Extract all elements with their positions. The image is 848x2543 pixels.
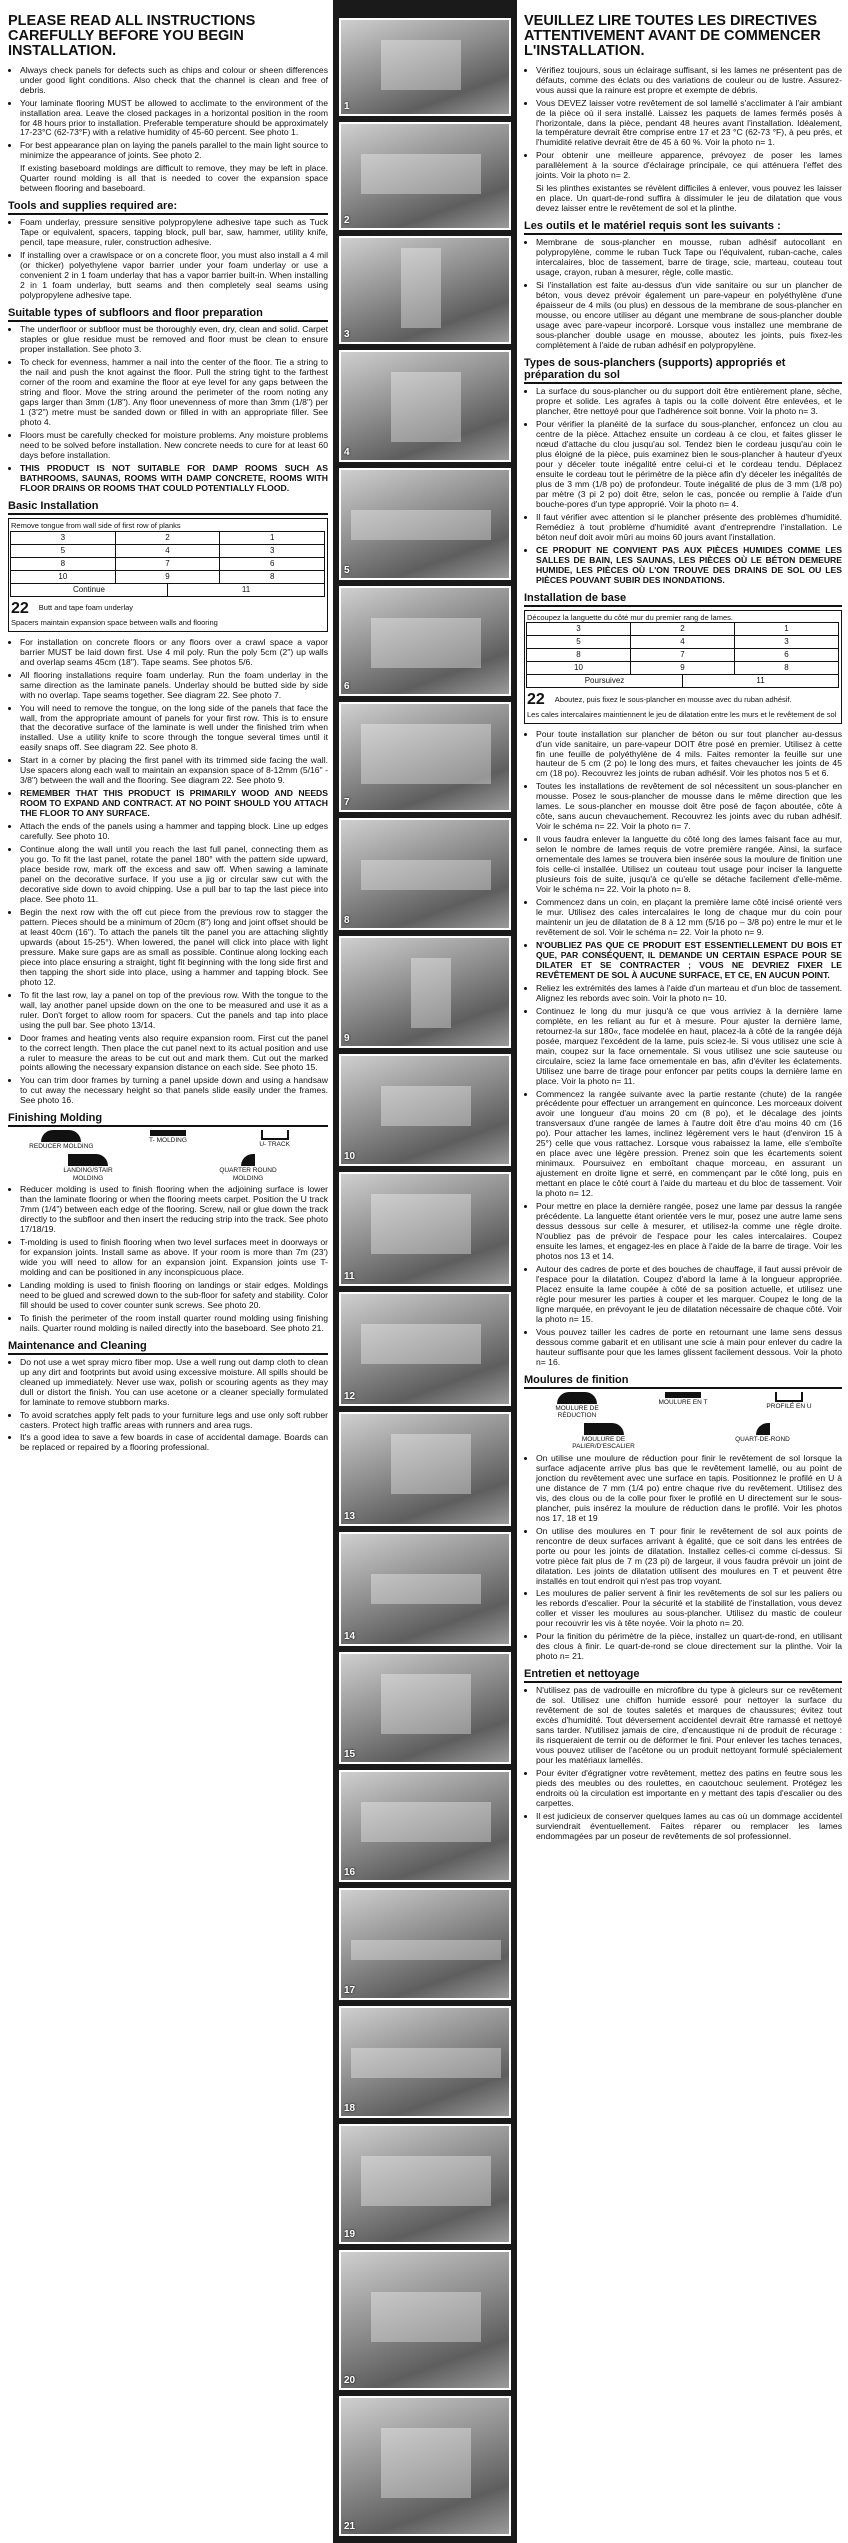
list-item: • The underfloor or subfloor must be thoroughly even, dry, clean and solid. Carpet staples or glue residue must be removed and floor must be clean to ensure proper installation. See photo 3. [20,325,328,355]
english-column [8,14,328,1456]
reducer-molding-icon [41,1130,81,1142]
list-item: • N'utilisez pas de vadrouille en microfibre du type à gicleurs sur ce revêtement de sol. Utilisez une chiffon humide essoré pour nettoyer la surface du revêtement de sol de toutes saletés et marques de chaussures; évitez tout excès d'humidité. Tout déversement accidentel devrait être ramassé et nettoyé sans tarder. N'utilisez jamais de cire, d'encaustique ni de produit de récurage : ils risqueraient de ternir ou de déformer le fini. Pour enlever les taches tenaces, vous pouvez utiliser de l'acétone ou un produit nettoyant formulé spécialement pour les matériaux lamellés. [536,1686,842,1766]
list-item: • To avoid scratches apply felt pads to your furniture legs and use only soft rubber casters. Protect high traffic areas with runners and area rugs. [20,1411,328,1431]
list-item: • Reducer molding is used to finish flooring when the adjoining surface is lower than the laminate flooring or when the flooring meets carpet. Position the U track 7mm (1/4") between each edge of the flooring. Screw, nail or glue down the track directly to the subfloor and then insert the reducing strip into the track. See photo 17/18/19. [20,1185,328,1235]
molding-icons [8,1130,328,1151]
list-item: • Pour toute installation sur plancher de béton ou sur tout plancher au-dessus d'un vide sanitaire, un pare-vapeur DOIT être posé en premier. Utilisez à cette fin une feuille de polyéthylène de 4 mils. Faites remonter la feuille sur une hauteur de 5 cm (2 po) le long des murs, et faites chevaucher les joints de 45 cm (18 po). Recouvrez les joints de ruban adhésif. Voir les photos nos 5 et 6. [536,730,842,780]
section-heading: Les outils et le matériel requis sont les suivants : [524,220,842,235]
diagram-label: Continue [10,583,168,597]
photo: 16 [339,1770,511,1882]
list-item: • Pour vérifier la planéité de la surface du sous-plancher, enfoncez un clou au centre de la pièce. Attachez ensuite un cordeau à ce clou, et faites glisser le nœud d'attache du clou jusqu'au sol. Tendez bien le cordeau jusqu'au coin le plus éloigné de la pièce, puis examinez bien le sous-plancher à hauteur d'yeux pour y déceler toute inégalité entre celui-ci et le cordeau tendu. Déplacez ensuite le cordeau tout le périmètre de la pièce afin d'y déceler les inégalités de plus de 3 mm (1/8 po) de profondeur. Toute inégalité de plus de 3 mm (1/8 po) par mètre (3 pi 2 po) doit être, selon le cas, poncée ou remplie à l'aide d'un bouche-pores d'un type approprié. Voir la photo n= 4. [536,420,842,510]
photo: 14 [339,1532,511,1646]
list-item: • For best appearance plan on laying the panels parallel to the main light source to minimize the appearance of joints. See photo 2. [20,141,328,161]
photo: 21 [339,2396,511,2536]
molding-label: PROFILÉ EN U [766,1402,812,1410]
section-heading: Tools and supplies required are: [8,200,328,215]
photo: 6 [339,586,511,696]
list-item: • CE PRODUIT NE CONVIENT PAS AUX PIÈCES HUMIDES COMME LES SALLES DE BAIN, LES SAUNAS, LES PIÈCES OÙ LE BÉTON DEMEURE HUMIDE, LES PIÈCES OÙ L'ON TROUVE DES DRAINS DE SOL OU LES PIÈCES POUVANT SUBIR DES INONDATIONS. [536,546,842,586]
quarter-round-icon [756,1423,770,1435]
diagram-label: Les cales intercalaires maintiennent le jeu de dilatation entre les murs et le revêtement de sol [527,709,837,719]
diagram-label: Découpez la languette du côté mur du premier rang de lames. [527,612,733,622]
list-item: • Always check panels for defects such as chips and colour or sheen differences under good light conditions. Also check that the channel is clean and free of debris. [20,66,328,96]
diagram-label: Spacers maintain expansion space between walls and flooring [11,618,218,628]
photo: 19 [339,2124,511,2244]
layout-diagram: Remove tongue from wall side of first row of planks 3 2 1 5 4 3 8 7 6 10 9 8 Continue 11 22 Butt and tape foam underlay Spacers maintain expansion space between walls and flooring [8,518,328,632]
list-item: • To check for evenness, hammer a nail into the center of the floor. Tie a string to the nail and push the knot against the floor. Pull the string tight to the farthest corner of the room and examine the floor at eye level for any gaps between the string and floor. Move the string around the perimeter of the room noting any gaps larger than 3mm (1/8"). Any floor unevenness of more than 3mm (1/8") per 1 (3'2") metre must be sanded down or filled in with an appropriate filler. See photo 4. [20,358,328,428]
photo: 3 [339,236,511,344]
list-item: • Les moulures de palier servent à finir les revêtements de sol sur les paliers ou les rebords d'escalier. Pour la sécurité et la stabilité de l'installation, vous devez coller et visser les moulures au sous-plancher. Utilisez du mastic de couleur pour recouvrir les vis à tête noyée. Voir la photo n= 20. [536,1589,842,1629]
list-item: • Landing molding is used to finish flooring on landings or stair edges. Moldings need to be glued and screwed down to the sub-floor for safety and stability. Color fill should be used to cover counter sunk screws. See photo 20. [20,1281,328,1311]
t-molding-icon [150,1130,186,1136]
list-item: • Door frames and heating vents also require expansion room. First cut the panel to the correct length. Then place the cut panel next to its actual position and use a ruler to measure the areas to be cut out and mark them. Cut out the marked points allowing the necessary expansion distance on each side. See photo 15. [20,1034,328,1074]
list-item: • You will need to remove the tongue, on the long side of the panels that face the wall, from the appropriate amount of panels for your first row. This is to ensure that the decorative surface of the laminate is well under the finished trim when installed. Use a utility knife to score through the tongue several times until it easily snaps off. See diagram 22. See photo 8. [20,704,328,754]
list-item: • You can trim door frames by turning a panel upside down and using a handsaw to cut away the necessary height so that panels slide easily under the frames. See photo 16. [20,1076,328,1106]
section-heading: Types de sous-planchers (supports) appropriés et préparation du sol [524,357,842,384]
u-track-icon [261,1130,289,1140]
list-item: • Continue along the wall until you reach the last full panel, connecting them as you go. To fit the last panel, rotate the panel 180° with the pattern side upward, place beside row, mark off the excess and saw off. When sawing a laminate panel on the decorative surface. If you use a jig or circular saw cut with the decorative side down to avoid chipping. Use a pull bar to tap the last piece into place. See photo 11. [20,845,328,905]
landing-molding-icon [584,1423,624,1435]
section-heading: Installation de base [524,592,842,607]
photo: 9 [339,936,511,1048]
list-item: • Vérifiez toujours, sous un éclairage suffisant, si les lames ne présentent pas de défauts, comme des éclats ou des variations de couleur ou de lustre. Assurez-vous aussi que la rainure est propre et exempte de débris. [536,66,842,96]
molding-icons [524,1423,842,1451]
photo: 5 [339,468,511,580]
photo: 4 [339,350,511,462]
photo: 12 [339,1292,511,1406]
list-item: • Continuez le long du mur jusqu'à ce que vous arriviez à la dernière lame complète, en les reliant au fur et à mesure. Pour ajuster la dernière lame, retournez-la sur 180«, face modelée en haut, placez-la à côté de la rangée déjà posée, marquez l'excédent de la lame, puis sciez-le. Si vous utilisez une scie à main, coupez sur la face ornementale. Si vous utilisez une scie sauteuse ou circulaire, sciez la lame face ornementale en bas, afin d'éviter les éclatements. Utilisez une barre de tirage pour enfoncer par petits coups la dernière lame en place. Voir la photo n= 11. [536,1007,842,1087]
molding-label: QUART-DE-ROND [735,1435,790,1443]
page-title: PLEASE READ ALL INSTRUCTIONS CAREFULLY BEFORE YOU BEGIN INSTALLATION. [8,13,256,60]
molding-label: MOULURE EN T [658,1398,708,1406]
section-heading: Finishing Molding [8,1112,328,1127]
molding-icons [8,1154,328,1182]
molding-label: QUARTER ROUND MOLDING [219,1166,277,1182]
subfloor-list [8,325,328,494]
molding-label: T- MOLDING [149,1137,187,1145]
list-item: • Foam underlay, pressure sensitive polypropylene adhesive tape such as Tuck Tape or equivalent, spacers, tapping block, pull bar, saw, hammer, utility knife, pencil, tape measure, ruler, construction adhesive. [20,218,328,248]
diagram-label: Poursuivez [526,674,683,688]
list-item: • All flooring installations require foam underlay. Run the foam underlay in the same direction as the laminate panels. Underlay should be butted side by side with no overlap. Tape seams together. See diagram 22. See photo 7. [20,671,328,701]
page-title: VEUILLEZ LIRE TOUTES LES DIRECTIVES ATTENTIVEMENT AVANT DE COMMENCER L'INSTALLATION. [524,13,821,60]
maintenance-list [524,1686,842,1842]
photo: 11 [339,1172,511,1286]
list-item: • Pour mettre en place la dernière rangée, posez une lame par dessus la rangée précédente. La languette étant orientée vers le mur, posez une autre lame sens dessus dessous sur celle à mesurer, et utilisez-la comme une règle droite. N'oubliez pas de prévoir de l'espace pour les cales intercalaires. Coupez ensuite les lames, et engagez-les en place à l'aide de la barre de tirage. Voir les photos nos 13 et 14. [536,1202,842,1262]
list-item: • Il faut vérifier avec attention si le plancher présente des problèmes d'humidité. Remédiez à tout problème d'humidité avant d'entreprendre l'installation. Le béton neuf doit avoir mûri au moins 60 jours avant l'installation. [536,513,842,543]
intro-list [524,66,842,182]
maintenance-list [8,1358,328,1454]
list-item: • To finish the perimeter of the room install quarter round molding using finishing nails. Quarter round molding is nailed directly into the baseboard. See photo 21. [20,1314,328,1334]
diagram-label: Aboutez, puis fixez le sous-plancher en mousse avec du ruban adhésif. [554,695,792,705]
intro-list [8,66,328,162]
list-item: • To fit the last row, lay a panel on top of the previous row. With the tongue to the wall, lay another panel upside down on the one to be measured and use it as a ruler. Don't forget to allow room for spacers. Cut the panels and tap into place using the pull bar. See photo 13/14. [20,991,328,1031]
list-item: • Reliez les extrémités des lames à l'aide d'un marteau et d'un bloc de tassement. Alignez les rebords avec soin. Voir la photo n= 10. [536,984,842,1004]
list-item: • T-molding is used to finish flooring when two level surfaces meet in doorways or for expansion joints. Install same as above. If your room is more than 7m (23') wide you will need to allow for an expansion joint. Expansion joints use T-molding and can be positioned in any inconspicuous place. [20,1238,328,1278]
list-item: • Vous DEVEZ laisser votre revêtement de sol lamellé s'acclimater à l'air ambiant de la pièce où il sera installé. Laissez les paquets de lames fermés posés à l'horizontale, dans la pièce, pendant 48 heures avant l'installation. Idéalement, la température devrait être comprise entre 17 et 23 °C (62-73 °F), à peu près, et l'humidité relative devrait être de 45 à 60 %. Voir la photo n= 1. [536,99,842,149]
photo: 15 [339,1652,511,1764]
photo-column [333,0,517,2543]
french-column [524,14,842,1845]
list-item: • La surface du sous-plancher ou du support doit être entièrement plane, sèche, propre et solide. Les agrafes à tapis ou la colle doivent être enlevées, et le plancher, être nettoyé pour que l'adhérence soit bonne. Voir la photo n= 3. [536,387,842,417]
list-item: • Vous pouvez tailler les cadres de porte en retournant une lame sens dessus dessous comme gabarit et en utilisant une scie à main pour enlever du cadre la hauteur suffisante pour que les lames glissent facilement dessous. Voir la photo n= 16. [536,1328,842,1368]
photo: 2 [339,122,511,230]
photo: 7 [339,702,511,812]
molding-label: LANDING/STAIR MOLDING [63,1166,113,1182]
list-item: • Membrane de sous-plancher en mousse, ruban adhésif autocollant en polypropylène, comme le ruban Tuck Tape ou l'équivalent, ruban-cache, cales intercalaires, bloc de tassement, barre de tirage, scie, marteau, couteau tout usage, crayon, ruban à mesurer, règle, colle mastic. [536,238,842,278]
list-item: • Start in a corner by placing the first panel with its trimmed side facing the wall. Use spacers along each wall to maintain an expansion space of 8-12mm (5/16" - 3/8") between the wall and the flooring. See diagram 22. See photo 9. [20,756,328,786]
photo: 13 [339,1412,511,1526]
list-item: • Begin the next row with the off cut piece from the previous row to stagger the pattern. Pieces should be a minimum of 20cm (8") long and joint offset should be at least 40cm (16"). To attach the panels tilt the panel you are attaching slightly upwards (about 15-25°). When lowered, the panel will click into place with light pressure. Make sure gaps are as small as possible. Continue along locking each piece into place ensuring a straight, tight fit beginning with the long side first and then tapping the short side into place, using a hammer and tapping block. See photo 12. [20,908,328,988]
list-item: • REMEMBER THAT THIS PRODUCT IS PRIMARILY WOOD AND NEEDS ROOM TO EXPAND AND CONTRACT. AT NO POINT SHOULD YOU ATTACH THE FLOOR TO ANY SURFACE. [20,789,328,819]
list-item: • Autour des cadres de porte et des bouches de chauffage, il faut aussi prévoir de l'espace pour la dilatation. Coupez d'abord la lame à la longueur appropriée. Placez ensuite la lame coupée à côté de sa position actuelle, et utilisez une règle pour mesurer les parties à couper et les marquer. Coupez le long de la ligne marquée, en prévoyant le jeu de dilatation nécessaire de chaque côté. Voir la photo n= 15. [536,1265,842,1325]
molding-list [8,1185,328,1334]
photo: 20 [339,2250,511,2390]
list-item: • Pour obtenir une meilleure apparence, prévoyez de poser les lames parallèlement à la source d'éclairage principale, ce qui atténuera l'effet des joints. Voir la photo n= 2. [536,151,842,181]
list-item: • Pour éviter d'égratigner votre revêtement, mettez des patins en feutre sous les pieds des meubles ou des roulettes, en caoutchouc seulement. Protégez les endroits où la circulation est importante en y mettant des tapis d'escalier ou des carpettes. [536,1769,842,1809]
list-item: • It's a good idea to save a few boards in case of accidental damage. Boards can be replaced or repaired by a flooring professional. [20,1433,328,1453]
intro-note: Si les plinthes existantes se révèlent difficiles à enlever, vous pouvez les laisser en place. Un quart-de-rond suffira à dissimuler le jeu de dilatation que vous devez laisser entre le revêtement de sol et la plinthe. [536,183,842,214]
intro-note: If existing baseboard moldings are difficult to remove, they may be left in place. Quarter round molding is all that is needed to cover the expansion space between flooring and baseboard. [20,163,328,194]
diagram-number: 22 [527,691,545,709]
quarter-round-icon [241,1154,255,1166]
molding-label: REDUCER MOLDING [29,1143,94,1151]
u-track-icon [775,1392,803,1402]
basic-list [524,730,842,1368]
list-item: • On utilise une moulure de réduction pour finir le revêtement de sol lorsque la surface adjacente arrive plus bas que le revêtement lamellé, ou au point de jonction du revêtement avec une surface en tapis. Positionnez le profilé en U à une distance de 7 mm (1/4 po) entre chaque rive du revêtement. Utilisez des vis, des clous ou de la colle pour fixer le profilé en U directement sur le sous-plancher, puis insérez la moulure de réduction dans le profilé. Voir les photos nos 17, 18 et 19 [536,1454,842,1524]
diagram-number: 22 [11,599,29,617]
section-heading: Suitable types of subfloors and floor preparation [8,307,328,322]
tools-list [8,218,328,301]
reducer-molding-icon [557,1392,597,1404]
list-item: • On utilise des moulures en T pour finir le revêtement de sol aux points de rencontre de deux surfaces arrivant à égalité, que ce soit dans les entrées de porte ou pour les joints de dilatation. Installez celles-ci comme ci-dessus. Si votre pièce fait plus de 7 m (23 pi) de largeur, il vous faudra prévoir un joint de dilatation. Les joints de dilatation utilisent des moulures en T et peuvent être installés en tout endroit qui n'est pas trop voyant. [536,1527,842,1587]
photo: 1 [339,18,511,116]
photo: 8 [339,818,511,930]
list-item: • Commencez la rangée suivante avec la partie restante (chute) de la rangée précédente pour effectuer un arrangement en quinconce. Les morceaux doivent avoir une longueur d'au moins 20 cm (8 po), et le décalage des joints transversaux d'une rangée de lames à l'autre doit être d'au moins 40 cm (16 po). Pour attacher les lames, inclinez légèrement vers le haut (d'environ 15 à 25°) celle que vous rattachez. Lorsque vous rabaissez la lame, elle s'emboîte en place avec une légère pression. Prenez soin que les écartements soient minimaux. Poursuivez en emboîtant chaque morceau, en assurant un ajustement en droite ligne et serré, en commençant par le côté long, puis en mettant en place le côté court à l'aide du marteau et du bloc de tassement. Voir la photo n= 12. [536,1090,842,1200]
basic-list [8,638,328,1107]
list-item: • Si l'installation est faite au-dessus d'un vide sanitaire ou sur un plancher de béton, vous devez prévoir également un pare-vapeur en polyéthylène d'une épaisseur de 4 mils (ou plus) en dessous de la membrane de sous-plancher en mousse, ou encore utiliser au dégant une membrane de sous-plancher double usage avec pare-vapeur incorporé. Lorsque vous installez une membrane de sous-plancher double usage en mousse, aboutez les joints, puis fixez-les complètement à l'aide de ruban adhésif en polypropylène. [536,281,842,351]
list-item: • If installing over a crawlspace or on a concrete floor, you must also install a 4 mil (or thicker) polyethylene vapor barrier under your foam underlay or use a convenient 2 in 1 foam underlay that has a vapor barrier built-in. When installing 2 in 1 foam underlay, butt seams and then completely seal seams using polypropylene adhesive tape. [20,251,328,301]
subfloor-list [524,387,842,585]
list-item: • Floors must be carefully checked for moisture problems. Any moisture problems need to be solved before installation. New concrete needs to cure for at least 60 days before installation. [20,431,328,461]
list-item: • Commencez dans un coin, en plaçant la première lame côté incisé orienté vers le mur. Utilisez des cales intercalaires le long de chaque mur du coin pour maintenir un jeu de dilatation de 8 à 12 mm (5/16 po – 3/8 po) entre le mur et le revêtement de sol. Voir le schéma n= 22. Voir la photo n= 9. [536,898,842,938]
section-heading: Entretien et nettoyage [524,1668,842,1683]
photo: 18 [339,2006,511,2118]
diagram-label: Remove tongue from wall side of first row of planks [11,520,181,530]
molding-list [524,1454,842,1662]
list-item: • Do not use a wet spray micro fiber mop. Use a well rung out damp cloth to clean up any dirt and footprints but avoid using excessive moisture. All spills should be cleaned up immediately. Never use wax, polish or scouring agents as they may dull or distort the finish. You can use acetone or a cleaner specially formulated for laminate to remove stubborn marks. [20,1358,328,1408]
section-heading: Moulures de finition [524,1374,842,1389]
photo: 17 [339,1888,511,2000]
list-item: • Il est judicieux de conserver quelques lames au cas où un dommage accidentel surviendrait éventuellement. Faites réparer ou remplacer les lames endommagées par un poseur de revêtements de sol professionnel. [536,1812,842,1842]
section-heading: Maintenance and Cleaning [8,1340,328,1355]
landing-molding-icon [68,1154,108,1166]
photo: 10 [339,1054,511,1166]
list-item: • N'OUBLIEZ PAS QUE CE PRODUIT EST ESSENTIELLEMENT DU BOIS ET QUE, PAR CONSÉQUENT, IL DEMANDE UN CERTAIN ESPACE POUR SE DILATER ET SE CONTRACTER ; VOUS NE DEVRIEZ FIXER LE REVÊTEMENT DE SOL À AUCUNE SURFACE, ET CE, EN AUCUN POINT. [536,941,842,981]
molding-label: MOULURE DE RÉDUCTION [555,1404,599,1420]
list-item: • For installation on concrete floors or any floors over a crawl space a vapor barrier MUST be laid down first. Use 4 mil poly. Run the poly 5cm (2") up walls and overlap seams 45cm (18"). Tape seams. See photos 5/6. [20,638,328,668]
molding-label: MOULURE DE PALIER/D'ESCALIER [572,1435,635,1451]
section-heading: Basic Installation [8,500,328,515]
list-item: • THIS PRODUCT IS NOT SUITABLE FOR DAMP ROOMS SUCH AS BATHROOMS, SAUNAS, ROOMS WITH DAMP CONCRETE, ROOMS WITH FLOOR DRAINS OR ROOMS THAT COULD POTENTIALLY FLOOD. [20,464,328,494]
molding-icons [524,1392,842,1420]
list-item: • Il vous faudra enlever la languette du côté long des lames faisant face au mur, selon le nombre de lames requis de votre première rangée. Ainsi, la surface ornementale des lames se trouvera bien insérée sous la moulure de finition une fois celle-ci installée. Utilisez un couteau tout usage pour inciser la languette plusieurs fois de suite, jusqu'à ce qu'elle se détache facilement d'elle-même. Voir le schéma n= 22. Voir la photo n= 8. [536,835,842,895]
list-item: • Your laminate flooring MUST be allowed to acclimate to the environment of the installation area. Leave the closed packages in a horizontal position in the room for 48 hours prior to installation. Preferable temperature should be approximately 17-23°C (62-73°F) with a relative humidity of 45-60 percent. See photo 1. [20,99,328,139]
molding-label: U- TRACK [259,1141,290,1149]
list-item: • Pour la finition du périmètre de la pièce, installez un quart-de-rond, en utilisant des clous à finir. Le quart-de-rond se cloue directement sur la plinthe. Voir la photo n= 21. [536,1632,842,1662]
diagram-label: Butt and tape foam underlay [38,603,134,613]
t-molding-icon [665,1392,701,1398]
list-item: • Toutes les installations de revêtement de sol nécessitent un sous-plancher en mousse. Posez le sous-plancher de mousse dans le même direction que les lames. Le sous-plancher en mousse doit être posé de façon aboutée, côte à côte, sans aucun chevauchement. Recouvrez les joints avec du ruban adhésif. Voir le schéma n= 22. Voir la photo n= 7. [536,782,842,832]
tools-list [524,238,842,351]
list-item: • Attach the ends of the panels using a hammer and tapping block. Line up edges carefully. See photo 10. [20,822,328,842]
layout-diagram: Découpez la languette du côté mur du premier rang de lames. 3 2 1 5 4 3 8 7 6 10 9 8 Poursuivez 11 22 Aboutez, puis fixez le sous-plancher en mousse avec du ruban adhésif. Les cales intercalaires maintiennent le jeu de dilatation entre les murs et le revêtement de sol [524,610,842,724]
